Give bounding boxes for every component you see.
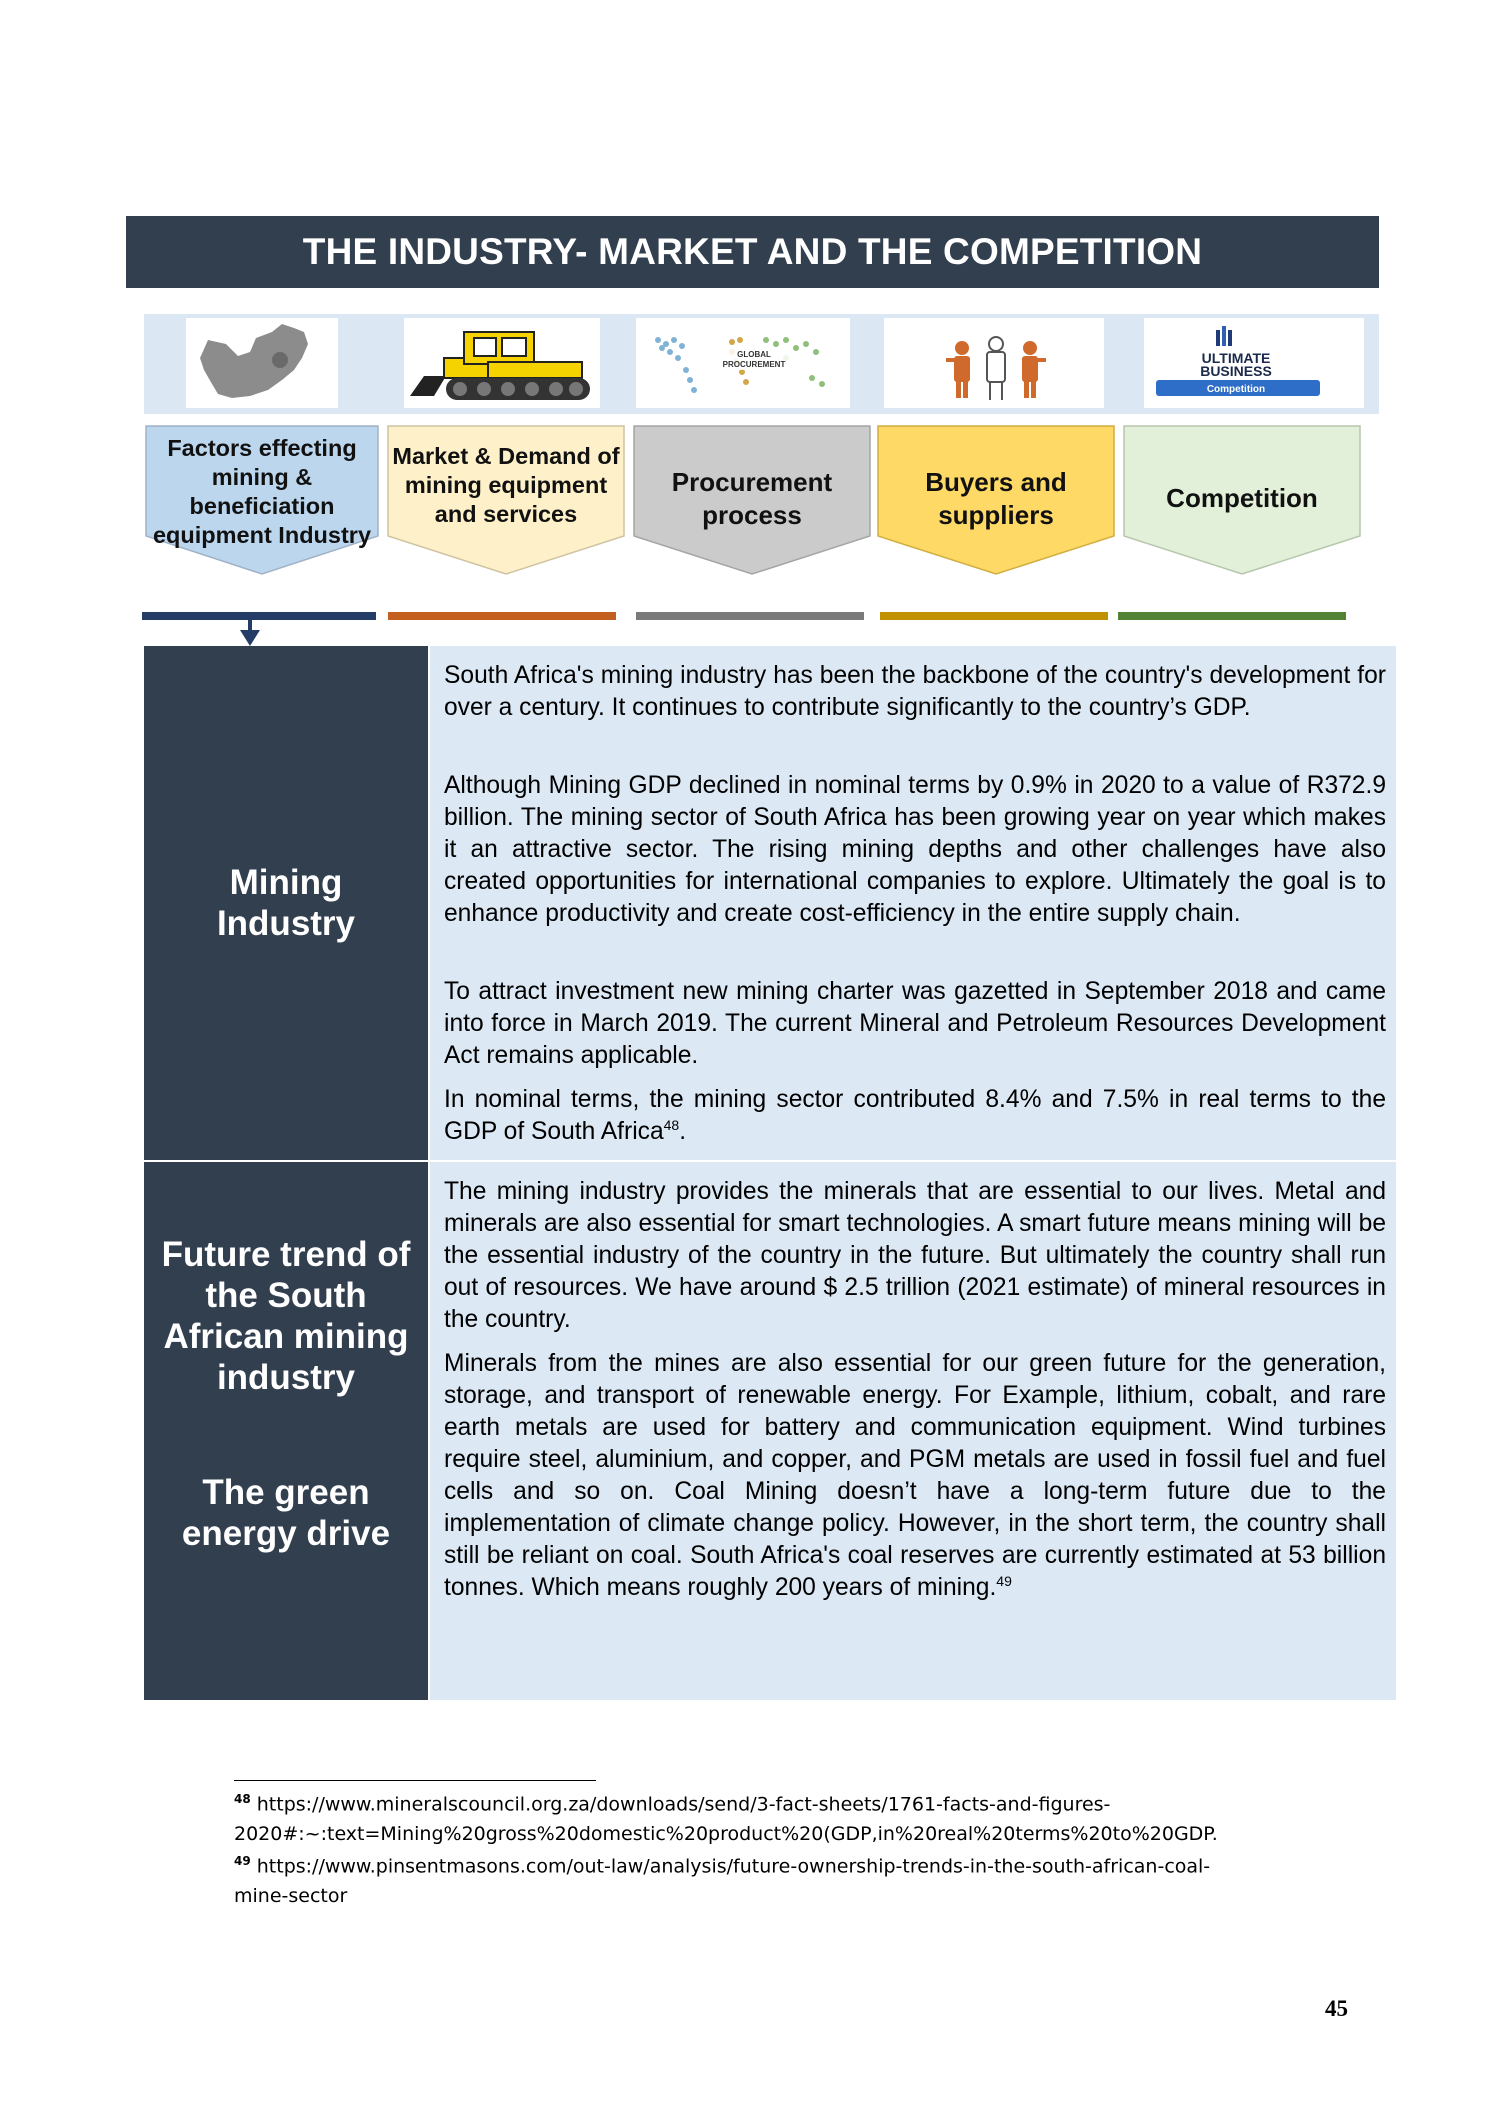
flow-step-buyers bbox=[876, 424, 1116, 576]
future-paragraph-1: The mining industry provides the minerals that are essential to our lives. Metal and minerals are also essential for smart technologies. A smart future means mining will be the essential industry of the country in the future. But ultimately the country shall run out of resources. We have around $ 2.5 trillion (2021 estimate) of mineral resources in the country. bbox=[444, 1178, 1386, 1333]
section-title-bar bbox=[126, 216, 1379, 288]
flow-underline-competition bbox=[1118, 612, 1346, 620]
south-africa-map-icon bbox=[186, 318, 338, 408]
flow-underline-market bbox=[388, 612, 616, 620]
flow-label-buyers: Buyers and suppliers bbox=[925, 467, 1067, 530]
page-number: 45 bbox=[1325, 1996, 1348, 2021]
logo-line2: BUSINESS bbox=[1200, 363, 1272, 379]
footnote-48-line2[interactable]: 2020#:~:text=Mining%20gross%20domestic%20product%20(GDP,in%20real%20terms%20to%20GDP. bbox=[234, 1823, 1218, 1846]
flow-label-competition: Competition bbox=[1166, 483, 1318, 513]
svg-text:GLOBAL: GLOBAL bbox=[737, 350, 771, 359]
flow-step-market bbox=[386, 424, 626, 576]
flow-step-competition bbox=[1122, 424, 1362, 576]
flow-label-market: Market & Demand of mining equipment and services bbox=[392, 443, 620, 527]
future-trend-sidebar bbox=[144, 1162, 428, 1700]
down-arrow-icon bbox=[238, 618, 262, 648]
footnote-number-48: 48 bbox=[234, 1792, 251, 1806]
future-paragraph-2-text: Minerals from the mines are also essential for our green future for the generation, storage, and transport of renewable energy. For Example, lithium, cobalt, and rare earth metals are used for battery and communication equipment. Wind turbines require steel, aluminium, and copper, and PGM metals are used in fossil fuel and fuel cells and so on. Coal Mining doesn’t have a long-term future due to the implementation of climate change policy. However, in the short term, the country shall still be reliant on coal. South Africa's coal reserves are currently estimated at 53 billion tonnes. Which means roughly 200 years of mining. bbox=[444, 1350, 1386, 1601]
flow-underline-procurement bbox=[636, 612, 864, 620]
section-title: THE INDUSTRY- MARKET AND THE COMPETITION bbox=[302, 231, 1203, 272]
footnote-ref-49: 49 bbox=[996, 1572, 1012, 1589]
mining-paragraph-2: Although Mining GDP declined in nominal terms by 0.9% in 2020 to a value of R372.9 billion. The mining sector of South Africa has been growing year on year which makes it an attractive sector. The rising mining depths and other challenges have also created opportunities for international companies to explore. Ultimately the goal is to enhance productivity and create cost-efficiency in the entire supply chain. bbox=[444, 772, 1386, 927]
logo-line1: ULTIMATE bbox=[1201, 350, 1271, 366]
flow-label-procurement: Procurement process bbox=[671, 467, 833, 530]
mining-paragraph-4-end: . bbox=[679, 1118, 687, 1145]
mining-paragraph-1: South Africa's mining industry has been the backbone of the country's development for over a century. It continues to contribute significantly to the country’s GDP. bbox=[444, 662, 1386, 721]
mining-industry-heading: Mining Industry bbox=[216, 863, 356, 943]
flow-underline-buyers bbox=[880, 612, 1108, 620]
future-trend-heading: Future trend of the South African mining industry bbox=[161, 1235, 411, 1397]
mining-industry-content bbox=[430, 646, 1396, 1160]
future-trend-content bbox=[430, 1162, 1396, 1700]
mining-industry-sidebar bbox=[144, 646, 428, 1160]
flow-step-factors bbox=[144, 424, 380, 576]
flow-step-procurement bbox=[632, 424, 872, 576]
footnote-49 bbox=[234, 1846, 1210, 1911]
future-paragraph-2 bbox=[444, 1348, 1386, 1604]
footnote-separator bbox=[234, 1780, 596, 1781]
footnote-number-49: 49 bbox=[234, 1854, 251, 1868]
business-people-icon bbox=[884, 318, 1104, 408]
footnote-49-line1[interactable]: https://www.pinsentmasons.com/out-law/analysis/future-ownership-trends-in-the-south-african-coal- bbox=[256, 1855, 1211, 1878]
footnote-48 bbox=[234, 1784, 1218, 1849]
mining-industry-section bbox=[144, 646, 1396, 1160]
svg-text:PROCUREMENT: PROCUREMENT bbox=[722, 360, 786, 369]
mining-paragraph-4 bbox=[444, 1084, 1386, 1148]
mining-paragraph-3: To attract investment new mining charter was gazetted in September 2018 and came into force in March 2019. The current Mineral and Petroleum Resources Development Act remains applicable. bbox=[444, 978, 1386, 1069]
green-energy-heading: The green energy drive bbox=[181, 1473, 391, 1553]
footnote-48-line1[interactable]: https://www.mineralscouncil.org.za/downloads/send/3-fact-sheets/1761-facts-and-figures- bbox=[256, 1793, 1111, 1816]
mining-paragraph-4-text: In nominal terms, the mining sector contributed 8.4% and 7.5% in real terms to the GDP of South Africa bbox=[444, 1086, 1386, 1145]
bulldozer-icon bbox=[404, 318, 600, 408]
world-map-icon bbox=[636, 318, 850, 408]
ultimate-business-logo-icon bbox=[1144, 318, 1364, 408]
future-trend-section bbox=[144, 1162, 1396, 1700]
icon-strip bbox=[144, 314, 1379, 414]
footnote-49-line2[interactable]: mine-sector bbox=[234, 1885, 348, 1908]
footnote-ref-48: 48 bbox=[663, 1116, 680, 1133]
logo-tag: Competition bbox=[1206, 384, 1266, 395]
flow-label-factors: Factors effecting mining & beneficiation equipment Industry bbox=[152, 435, 372, 548]
